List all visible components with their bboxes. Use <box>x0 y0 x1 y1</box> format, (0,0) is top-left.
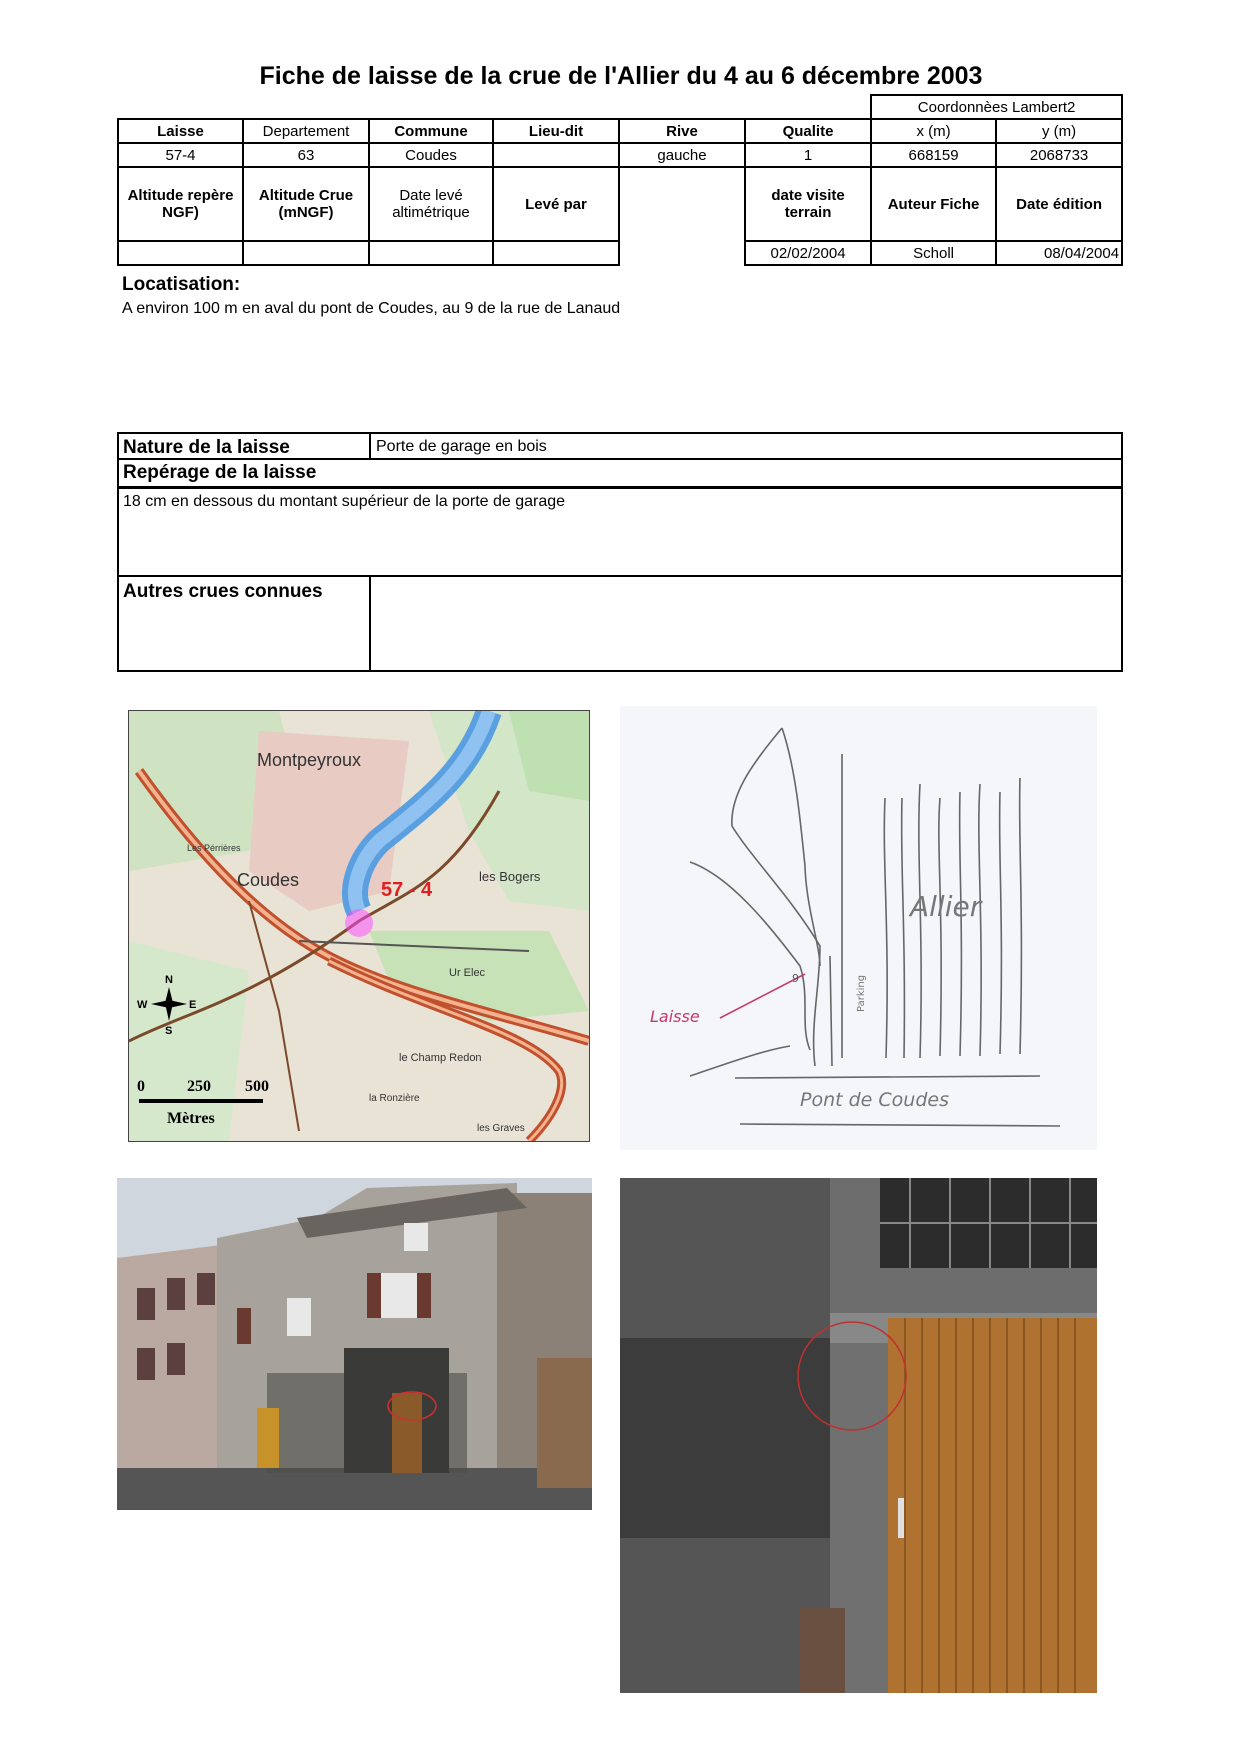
autres-label: Autres crues connues <box>123 581 323 602</box>
hdr-date-visite: date visite terrain <box>745 167 871 241</box>
hdr-commune: Commune <box>369 119 493 143</box>
localisation-text: A environ 100 m en aval du pont de Coudes, au 9 de la rue de Lanaud <box>122 300 621 317</box>
svg-text:N: N <box>165 974 173 986</box>
hdr-rive: Rive <box>619 119 745 143</box>
svg-text:E: E <box>189 999 197 1011</box>
hdr-date-edition: Date édition <box>996 167 1122 241</box>
autres-box <box>117 575 1123 672</box>
val-laisse: 57-4 <box>118 143 243 167</box>
sketch-river-label: Allier <box>910 890 982 923</box>
divider <box>369 577 371 672</box>
coord-header: Coordonnèes Lambert2 <box>871 95 1122 119</box>
map-label-graves: les Graves <box>477 1123 525 1134</box>
hdr-altitude-crue: Altitude Crue (mNGF) <box>243 167 369 241</box>
val-auteur: Scholl <box>871 241 996 265</box>
hdr-departement: Departement <box>243 119 369 143</box>
nature-box <box>117 432 1123 460</box>
hdr-altitude-repere: Altitude repère NGF) <box>118 167 243 241</box>
hdr-lieu-dit: Lieu-dit <box>493 119 619 143</box>
hdr-leve-par: Levé par <box>493 167 619 241</box>
sketch-number-label: 9 <box>792 972 799 985</box>
reperage-value: 18 cm en dessous du montant supérieur de la porte de garage <box>123 493 566 510</box>
blank-cell <box>619 167 745 265</box>
val-leve-par <box>493 241 619 265</box>
reperage-box <box>117 487 1123 577</box>
map-label-ronziere: la Ronzière <box>369 1093 420 1104</box>
val-altitude-crue <box>243 241 369 265</box>
svg-text:250: 250 <box>187 1078 211 1095</box>
garage-door-photo <box>620 1178 1097 1693</box>
hdr-date-leve: Date levé altimétrique <box>369 167 493 241</box>
val-commune: Coudes <box>369 143 493 167</box>
svg-text:W: W <box>137 999 148 1011</box>
val-x: 668159 <box>871 143 996 167</box>
map-label-perrieres: Les Pérrières <box>187 843 241 853</box>
topographic-map <box>128 710 590 1142</box>
val-altitude-repere <box>118 241 243 265</box>
map-marker-label: 57 - 4 <box>381 879 433 901</box>
sketch-graphic <box>620 706 1097 1150</box>
localisation-label: Locatisation: <box>122 274 241 295</box>
val-date-leve <box>369 241 493 265</box>
map-graphic <box>129 711 589 1141</box>
header-table <box>117 94 1123 266</box>
map-label-ur-elec: Ur Elec <box>449 967 486 979</box>
hdr-y: y (m) <box>996 119 1122 143</box>
reperage-label-box <box>117 458 1123 488</box>
val-y: 2068733 <box>996 143 1122 167</box>
val-date-visite: 02/02/2004 <box>745 241 871 265</box>
nature-label: Nature de la laisse <box>123 437 290 458</box>
svg-text:0: 0 <box>137 1078 145 1095</box>
svg-text:S: S <box>165 1025 173 1037</box>
sketch-laisse-label: Laisse <box>650 1007 700 1026</box>
garage-photo-graphic <box>620 1178 1097 1693</box>
val-rive: gauche <box>619 143 745 167</box>
divider <box>369 432 371 460</box>
map-label-montpeyroux: Montpeyroux <box>257 750 362 770</box>
hdr-laisse: Laisse <box>118 119 243 143</box>
hand-sketch <box>620 706 1097 1150</box>
nature-value: Porte de garage en bois <box>376 438 547 455</box>
house-photo <box>117 1178 592 1510</box>
map-label-champ-redon: le Champ Redon <box>399 1052 482 1064</box>
val-lieu-dit <box>493 143 619 167</box>
svg-text:Mètres: Mètres <box>167 1110 215 1127</box>
val-departement: 63 <box>243 143 369 167</box>
val-date-edition: 08/04/2004 <box>996 241 1122 265</box>
val-qualite: 1 <box>745 143 871 167</box>
reperage-label: Repérage de la laisse <box>123 462 317 483</box>
map-label-coudes: Coudes <box>237 870 300 890</box>
map-label-bogers: les Bogers <box>479 869 541 884</box>
page-title: Fiche de laisse de la crue de l'Allier du 4 au 6 décembre 2003 <box>259 62 983 90</box>
hdr-x: x (m) <box>871 119 996 143</box>
house-photo-graphic <box>117 1178 592 1510</box>
sketch-bridge-label: Pont de Coudes <box>800 1089 949 1111</box>
sketch-parking-label: Parking <box>856 974 867 1012</box>
hdr-qualite: Qualite <box>745 119 871 143</box>
hdr-auteur: Auteur Fiche <box>871 167 996 241</box>
svg-text:500: 500 <box>245 1078 269 1095</box>
